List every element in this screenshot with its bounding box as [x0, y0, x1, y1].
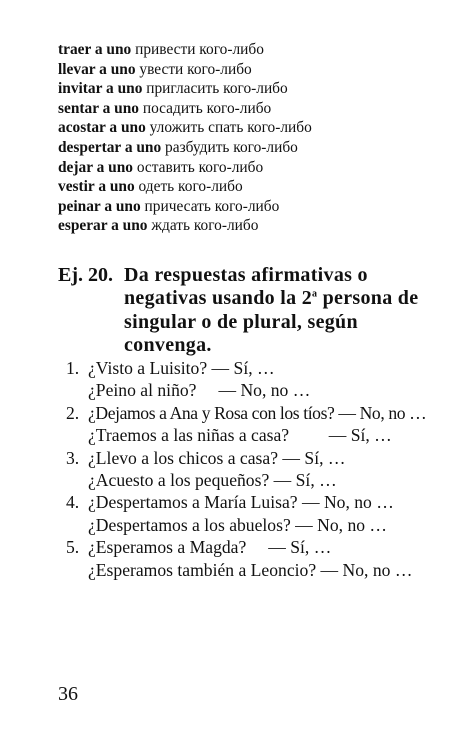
exercise-instruction	[124, 264, 449, 358]
vocab-entry	[58, 118, 458, 138]
item-question: ¿Acuesto a los pequeños? — Sí, …	[88, 469, 337, 490]
vocab-entry	[58, 158, 458, 178]
item-question: ¿Despertamos a María Luisa? — No, no …	[88, 492, 394, 513]
spanish-phrase: sentar a uno	[58, 99, 139, 117]
item-question: ¿Esperamos a Magda? — Sí, …	[88, 537, 332, 558]
item-line	[58, 536, 463, 558]
item-line	[58, 469, 463, 491]
russian-translation: уложить спать кого-либо	[149, 119, 312, 137]
spanish-phrase: peinar a uno	[58, 197, 141, 215]
item-question: ¿Traemos a las niñas a casa? — Sí, …	[88, 425, 392, 446]
russian-translation: увести кого-либо	[139, 60, 252, 78]
item-question: ¿Peino al niño? — No, no …	[88, 380, 311, 401]
item-question: ¿Despertamos a los abuelos? — No, no …	[88, 514, 388, 535]
item-line	[58, 424, 463, 446]
item-number: 5.	[66, 537, 80, 558]
russian-translation: оставить кого-либо	[136, 158, 264, 176]
russian-translation: пригласить кого-либо	[146, 80, 288, 98]
item-number: 4.	[66, 492, 80, 513]
page-number: 36	[58, 683, 78, 705]
spanish-phrase: acostar a uno	[58, 119, 146, 137]
instruction-text-part-2: persona de singular o de plural, según convenga.	[124, 287, 419, 357]
exercise-heading	[58, 264, 458, 358]
russian-translation: одеть кого-либо	[138, 178, 243, 196]
item-number: 2.	[66, 402, 80, 423]
item-line	[58, 559, 463, 581]
vocab-entry	[58, 197, 458, 217]
spanish-phrase: traer a uno	[58, 41, 132, 58]
spanish-phrase: esperar a uno	[58, 217, 148, 235]
item-line	[58, 402, 463, 424]
item-line	[58, 357, 463, 379]
item-line	[58, 514, 463, 536]
spanish-phrase: despertar a uno	[58, 138, 162, 156]
spanish-phrase: llevar a uno	[58, 60, 136, 78]
item-question: ¿Dejamos a Ana y Rosa con los tíos? — No, no …	[88, 402, 427, 423]
instruction-text-part-1: Da respuestas afirmativas o negativas usando la 2	[124, 264, 368, 310]
exercise-items	[58, 357, 463, 581]
exercise-number: Ej. 20.	[58, 264, 113, 286]
item-question: ¿Llevo a los chicos a casa? — Sí, …	[88, 447, 346, 468]
vocab-entry	[58, 138, 458, 158]
russian-translation: привести кого-либо	[135, 41, 264, 58]
russian-translation: причесать кого-либо	[144, 197, 280, 215]
russian-translation: посадить кого-либо	[142, 99, 272, 117]
russian-translation: ждать кого-либо	[151, 217, 259, 235]
ordinal-superscript: a	[312, 288, 318, 300]
vocab-entry	[58, 79, 458, 99]
item-question: ¿Esperamos también a Leoncio? — No, no …	[88, 559, 413, 580]
vocab-entry	[58, 216, 458, 236]
item-line	[58, 491, 463, 513]
spanish-phrase: invitar a uno	[58, 80, 143, 98]
item-number: 1.	[66, 358, 80, 378]
vocab-entry	[58, 60, 458, 80]
vocabulary-list	[58, 40, 458, 236]
vocab-entry	[58, 177, 458, 197]
vocab-entry	[58, 99, 458, 119]
item-line	[58, 447, 463, 469]
spanish-phrase: vestir a uno	[58, 178, 135, 196]
item-number: 3.	[66, 447, 80, 468]
vocab-entry	[58, 40, 458, 60]
item-line	[58, 379, 463, 401]
item-question: ¿Visto a Luisito? — Sí, …	[88, 358, 275, 378]
russian-translation: разбудить кого-либо	[165, 138, 298, 156]
spanish-phrase: dejar a uno	[58, 158, 133, 176]
